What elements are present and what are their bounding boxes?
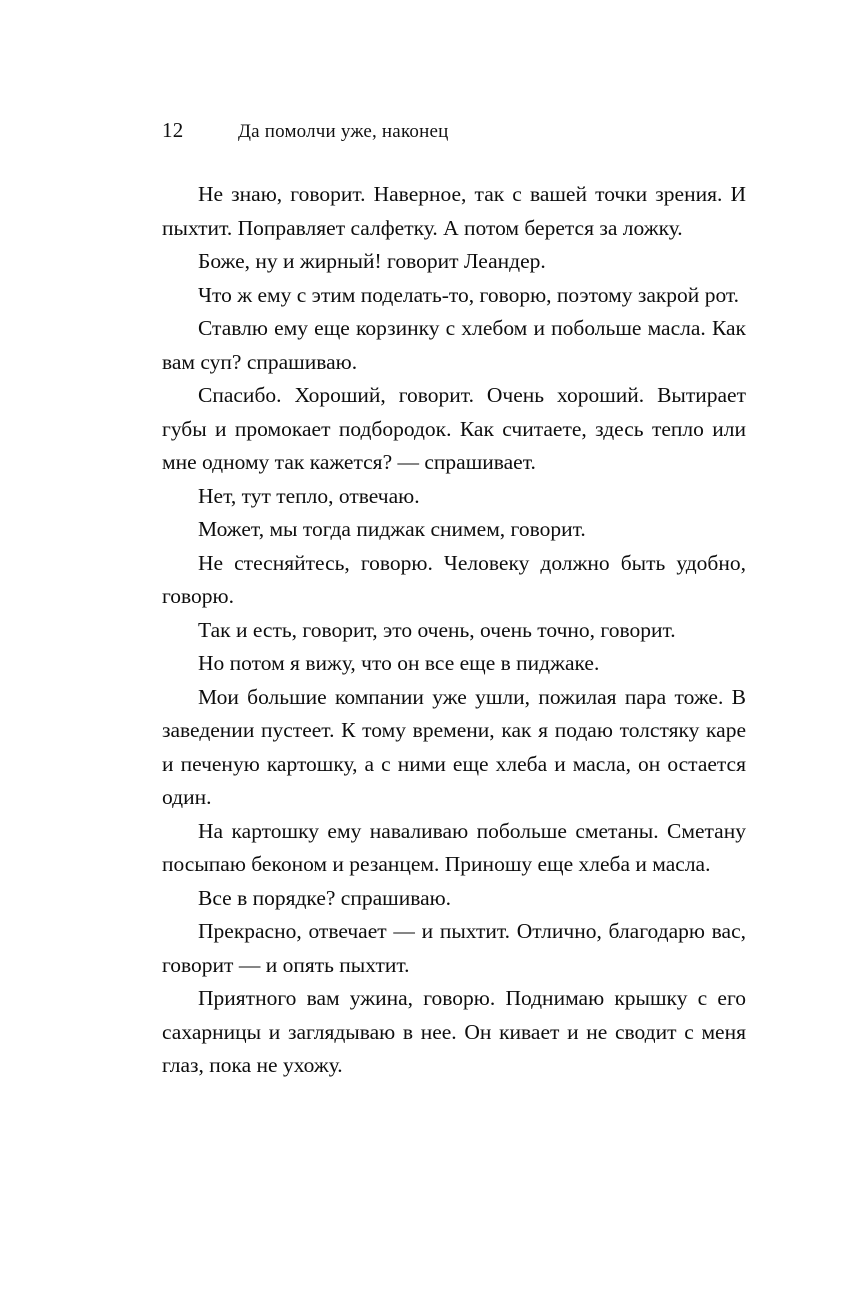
paragraph: На картошку ему наваливаю побольше сметаны. Сметану посыпаю беконом и резанцем. Приношу еще хлеба и масла. <box>162 818 746 876</box>
running-title: Да помолчи уже, наконец <box>238 121 449 142</box>
paragraph: Все в порядке? спрашиваю. <box>198 885 452 910</box>
paragraph: Может, мы тогда пиджак снимем, говорит. <box>198 517 586 541</box>
paragraph: Не стесняйтесь, говорю. Человеку должно быть удобно, говорю. <box>162 550 746 608</box>
paragraph: Ставлю ему еще корзинку с хлебом и побольше масла. Как вам суп? спрашиваю. <box>162 316 746 374</box>
paragraph: Но потом я вижу, что он все еще в пиджаке. <box>198 651 600 675</box>
paragraph: Боже, ну и жирный! говорит Леандер. <box>198 249 546 273</box>
body-text <box>162 178 746 1083</box>
paragraph: Приятного вам ужина, говорю. Поднимаю крышку с его сахарницы и заглядываю в нее. Он кивает и не сводит с меня глаз, пока не ухожу. <box>162 986 746 1077</box>
page-number: 12 <box>162 118 184 142</box>
paragraph: Спасибо. Хороший, говорит. Очень хороший. Вытирает губы и промокает подбородок. Как считаете, здесь тепло или мне одному так кажется? — спрашивает. <box>162 383 746 474</box>
paragraph: Мои большие компании уже ушли, пожилая пара тоже. В заведении пустеет. К тому времени, как я подаю толстяку каре и печеную картошку, а с ними еще хлеба и масла, он остается один. <box>162 684 746 809</box>
paragraph: Нет, тут тепло, отвечаю. <box>198 483 420 508</box>
page-header <box>162 118 742 143</box>
paragraph: Не знаю, говорит. Наверное, так с вашей точки зрения. И пыхтит. Поправляет салфетку. А потом берется за ложку. <box>162 182 746 240</box>
paragraph: Что ж ему с этим поделать-то, говорю, поэтому закрой рот. <box>198 282 740 307</box>
paragraph: Так и есть, говорит, это очень, очень точно, говорит. <box>198 617 676 642</box>
paragraph: Прекрасно, отвечает — и пыхтит. Отлично, благодарю вас, говорит — и опять пыхтит. <box>162 919 746 977</box>
